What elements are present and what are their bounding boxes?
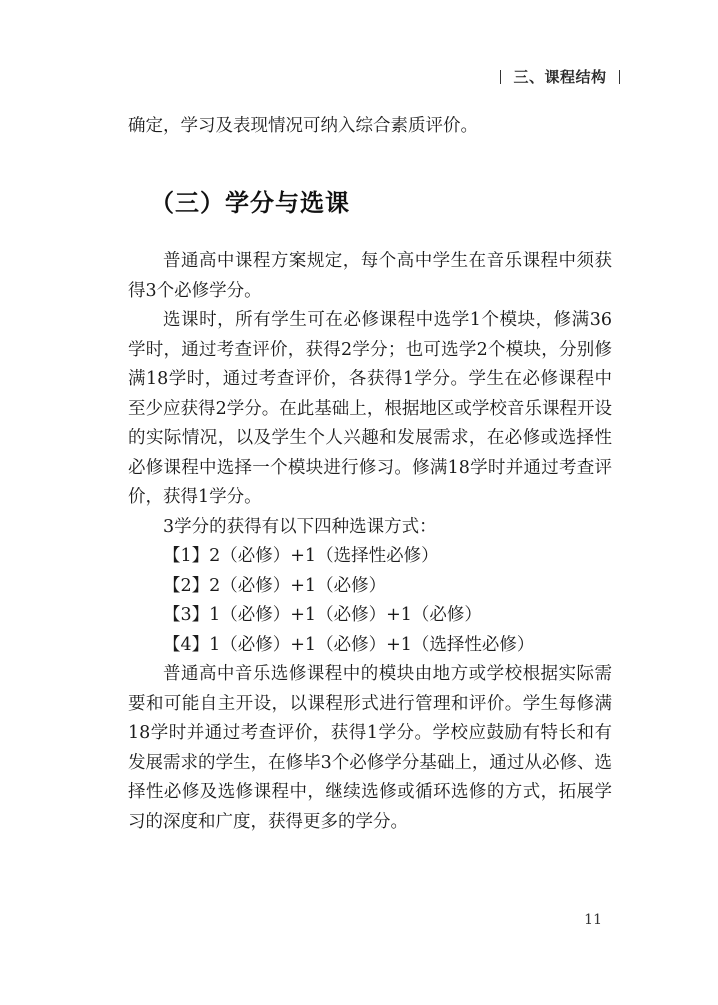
running-header <box>500 66 620 87</box>
section-heading: （三）学分与选课 <box>150 189 350 217</box>
paragraph-options-intro: 3学分的获得有以下四种选课方式： <box>163 516 437 537</box>
page-number: 11 <box>584 912 602 928</box>
paragraph-credit-requirement: 普通高中课程方案规定，每个高中学生在音乐课程中须获得3个必修学分。 <box>128 251 612 301</box>
section-body <box>128 247 612 837</box>
option-item-1: 【1】2（必修）+1（选择性必修） <box>163 546 439 566</box>
running-header-title: 三、课程结构 <box>513 68 607 86</box>
header-divider-left <box>500 70 502 84</box>
paragraph-course-selection: 选课时，所有学生可在必修课程中选学1个模块，修满36学时，通过考查评价，获得2学分；也可选学2个模块，分别修满18学时，通过考查评价，各获得1学分。学生在必修课程中至少应获得2学分。在此基础上，根据地区或学校音乐课程开设的实际情况，以及学生个人兴趣和发展需求，在必修或选择性必修课程中选择一个模块进行修习。修满18学时并通过考查评价，获得1学分。 <box>128 310 612 507</box>
continuation-text: 确定，学习及表现情况可纳入综合素质评价。 <box>128 116 478 136</box>
option-item-4: 【4】1（必修）+1（必修）+1（选择性必修） <box>163 634 535 655</box>
option-item-2: 【2】2（必修）+1（必修） <box>163 575 387 596</box>
paragraph-elective-courses: 普通高中音乐选修课程中的模块由地方或学校根据实际需要和可能自主开设，以课程形式进行管理和评价。学生每修满18学时并通过考查评价，获得1学分。学校应鼓励有特长和有发展需求的学生，在修毕3个必修学分基础上，通过从必修、选择性必修及选修课程中，继续选修或循环选修的方式，拓展学习的深度和广度，获得更多的学分。 <box>128 664 612 832</box>
option-item-3: 【3】1（必修）+1（必修）+1（必修） <box>163 605 482 625</box>
header-divider-right <box>619 70 621 84</box>
